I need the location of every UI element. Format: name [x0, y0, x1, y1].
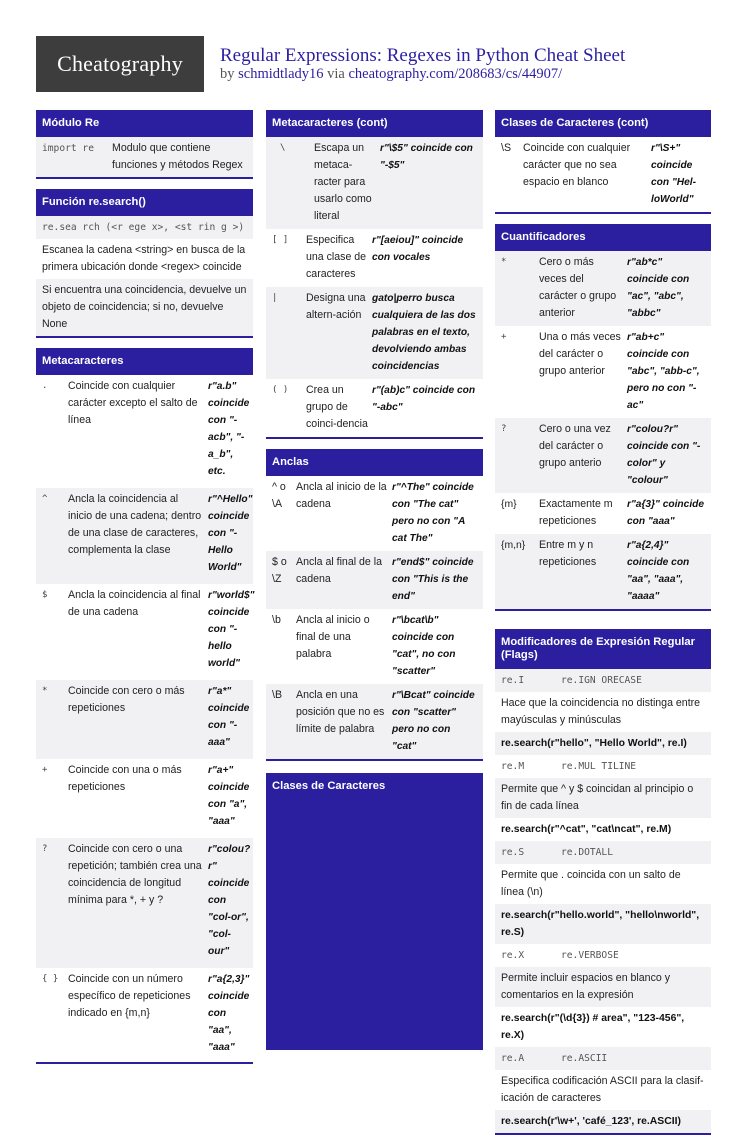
- meta-desc: Coincide con un número específico de repeticiones indicado en {m,n}: [68, 973, 191, 1019]
- metacont-row-pipe: [266, 287, 483, 379]
- clasescont-desc: Coincide con cualquier carácter que no sea espacio en blanco: [523, 142, 631, 188]
- flag-dotall: [495, 841, 711, 864]
- meta-sym: *: [42, 686, 48, 696]
- anclas-example: r"\bcat\b" coincide con "cat", no con "scatter": [392, 615, 456, 677]
- cuant-sym: {m}: [501, 499, 517, 510]
- anclas-example: r"end$" coincide con "This is the end": [392, 557, 474, 602]
- metacont-row-brackets: [266, 229, 483, 287]
- modulo-re-box: [36, 110, 253, 179]
- meta-sym: ?: [42, 844, 48, 854]
- funcion-search-title: Función re.search(): [36, 189, 253, 216]
- metacaracteres-cont-title: Metacaracteres (cont): [266, 110, 483, 137]
- metacont-example: gato|perro busca cualquiera de las dos palabras en el texto, devolviendo ambas coincidencias: [372, 293, 476, 372]
- flags-title: Modificadores de Expresión Regular (Flags): [495, 629, 711, 669]
- funcion-search-box: [36, 189, 253, 338]
- cuant-row-m: [495, 493, 711, 534]
- anclas-sym: \b: [272, 614, 281, 626]
- flag-long: re.IGN ORECASE: [561, 675, 642, 686]
- meta-desc: Coincide con cero o más repeticiones: [68, 685, 185, 714]
- clases-cont-box: [495, 110, 711, 214]
- funcion-p1: Escanea la cadena <string> en busca de la primera ubicación donde <regex> coincide: [42, 244, 246, 273]
- funcion-code: re.sea rch (<r ege x>, <st rin g >): [36, 216, 253, 239]
- cuantificadores-title: Cuantificadores: [495, 224, 711, 251]
- sheet-url-link[interactable]: cheatography.com/208683/cs/44907/: [348, 66, 563, 82]
- meta-desc: Ancla la coincidencia al final de una cadena: [68, 589, 201, 618]
- flag-example: re.search(r"(\d{3}) # area", "123-456", re.X): [501, 1013, 685, 1041]
- meta-row-dot: [36, 375, 253, 488]
- metacont-example: r"\$5" coincide con "-$5": [380, 143, 473, 171]
- clases-box: [266, 773, 483, 1050]
- flag-long: re.MUL TILINE: [561, 761, 637, 772]
- meta-row-braces: [36, 968, 253, 1062]
- flag-desc: Permite que . coincida con un salto de línea (\n): [501, 869, 681, 898]
- anclas-row-wordboundary: [266, 609, 483, 684]
- anclas-row-nonboundary: [266, 684, 483, 759]
- anclas-example: r"\Bcat" coincide con "scatter" pero no con "cat": [392, 690, 475, 752]
- meta-row-question: [36, 838, 253, 968]
- clases-cont-title: Clases de Caracteres (cont): [495, 110, 711, 137]
- flags-box: [495, 629, 711, 1135]
- meta-example: r"^Hello" coincide con "-Hello World": [208, 494, 253, 573]
- anclas-row-end: [266, 551, 483, 609]
- modulo-re-title: Módulo Re: [36, 110, 253, 137]
- cuant-example: r"colou?r" coincide con "-color" y "colour": [627, 424, 701, 486]
- meta-row-dollar: [36, 584, 253, 680]
- modulo-desc: Modulo que contiene funciones y métodos Regex: [112, 142, 243, 171]
- cuant-example: r"a{2,4}" coincide con "aa", "aaa", "aaaa": [627, 540, 690, 602]
- flag-desc: Especifica codificación ASCII para la clasif-icación de caracteres: [501, 1075, 704, 1104]
- funcion-p2: Si encuentra una coincidencia, devuelve un objeto de coincidencia; si no, devuelve None: [36, 279, 253, 336]
- flag-long: re.DOTALL: [561, 847, 613, 858]
- cuant-example: r"ab*c" coincide con "ac", "abc", "abbc": [627, 257, 690, 319]
- anclas-row-start: [266, 476, 483, 551]
- flag-verbose: [495, 944, 711, 967]
- meta-sym: $: [42, 590, 48, 600]
- metacont-sym: ( ): [272, 385, 289, 395]
- metacont-example: r"[aeiou]" coincide con vocales: [372, 235, 464, 263]
- column-2: [266, 110, 483, 1060]
- cuant-example: r"ab+c" coincide con "abc", "abb-c", pero no con "-ac": [627, 332, 700, 411]
- anclas-sym: \B: [272, 689, 283, 701]
- flag-short: re.S: [501, 847, 525, 858]
- meta-desc: Ancla la coincidencia al inicio de una cadena; dentro de una clase de caracteres, complementa la clase: [68, 493, 202, 556]
- modulo-row: [36, 137, 253, 177]
- clasescont-sym: \S: [501, 142, 512, 154]
- flag-long: re.VERBOSE: [561, 950, 619, 961]
- flag-desc: Permite incluir espacios en blanco y comentarios en la expresión: [495, 967, 711, 1007]
- meta-sym: .: [42, 381, 48, 391]
- flag-long: re.ASCII: [561, 1053, 608, 1064]
- cuant-sym: *: [501, 257, 507, 267]
- meta-desc: Coincide con cualquier carácter excepto el salto de línea: [68, 380, 198, 426]
- anclas-title: Anclas: [266, 449, 483, 476]
- metacont-sym: [ ]: [272, 235, 289, 245]
- flag-short: re.X: [501, 950, 525, 961]
- meta-sym: +: [42, 765, 48, 775]
- meta-row-caret: [36, 488, 253, 584]
- meta-example: r"a*" coincide con "-aaa": [208, 686, 250, 748]
- meta-desc: Coincide con una o más repeticiones: [68, 764, 182, 793]
- meta-row-star: [36, 680, 253, 759]
- cuantificadores-box: [495, 224, 711, 611]
- flag-ascii: [495, 1047, 711, 1070]
- anclas-example: r"^The" coincide con "The cat" pero no con "A cat The": [392, 482, 474, 544]
- metacont-desc: Escapa un metaca-racter para usarlo como literal: [314, 142, 372, 222]
- flag-example: re.search(r"hello.world", "hello\nworld", re.S): [495, 904, 711, 944]
- flag-ignorecase: [495, 669, 711, 692]
- metacaracteres-cont-box: [266, 110, 483, 439]
- anclas-desc: Ancla en una posición que no es límite de palabra: [296, 689, 385, 735]
- cuant-row-plus: [495, 326, 711, 418]
- flag-example: re.search(r"hello", "Hello World", re.I): [495, 732, 711, 755]
- anclas-box: [266, 449, 483, 761]
- clases-empty-area: [266, 800, 483, 1048]
- flag-example: re.search(r"^cat", "cat\ncat", re.M): [501, 824, 672, 835]
- via-text: via: [327, 66, 345, 82]
- metacont-sym: \: [280, 143, 286, 153]
- flag-desc: Permite que ^ y $ coincidan al principio o fin de cada línea: [495, 778, 711, 818]
- by-text: by: [220, 66, 235, 82]
- metacont-desc: Especifica una clase de caracteres: [306, 234, 367, 280]
- meta-example: r"world$" coincide con "-hello world": [208, 590, 255, 669]
- cuant-desc: Cero o una vez del carácter o grupo anterio: [539, 423, 611, 469]
- flag-example: re.search(r'\w+', 'café_123', re.ASCII): [495, 1110, 711, 1133]
- metacont-desc: Designa una altern-ación: [306, 292, 366, 321]
- anclas-desc: Ancla al inicio o final de una palabra: [296, 614, 370, 660]
- meta-row-plus: [36, 759, 253, 838]
- clasescont-row-S: [495, 137, 711, 212]
- meta-example: r"a.b" coincide con "-acb", "-a_b", etc.: [208, 381, 250, 477]
- modulo-code: import re: [42, 143, 94, 154]
- metacont-example: r"(ab)c" coincide con "-abc": [372, 385, 476, 413]
- meta-example: r"a+" coincide con "a", "aaa": [208, 765, 250, 827]
- metacont-row-backslash: [266, 137, 483, 229]
- cuant-row-question: [495, 418, 711, 493]
- metacaracteres-title: Metacaracteres: [36, 348, 253, 375]
- flag-short: re.I: [501, 675, 525, 686]
- metacont-sym: |: [272, 293, 278, 303]
- meta-example: r"colou?r" coincide con "col-or", "col-our": [208, 844, 251, 957]
- cuant-sym: +: [501, 332, 507, 342]
- anclas-sym: $ o \Z: [272, 556, 287, 585]
- cuant-desc: Exactamente m repeticiones: [539, 498, 613, 527]
- author-link[interactable]: schmidtlady16: [238, 66, 324, 82]
- page-title: Regular Expressions: Regexes in Python Cheat Sheet: [220, 45, 626, 66]
- meta-sym: { }: [42, 974, 59, 984]
- cuant-sym: ?: [501, 424, 507, 434]
- metacont-desc: Crea un grupo de coinci-dencia: [306, 384, 368, 430]
- meta-desc: Coincide con cero o una repetición; también crea una coincidencia de longitud mínima para *, + y ?: [68, 843, 202, 906]
- clasescont-example: r"\S+" coincide con "Hel-loWorld": [651, 143, 697, 205]
- cuant-sym: {m,n}: [501, 540, 526, 551]
- meta-example: r"a{2,3}" coincide con "aa", "aaa": [208, 974, 250, 1053]
- flag-multiline: [495, 755, 711, 778]
- anclas-desc: Ancla al final de la cadena: [296, 556, 382, 585]
- metacont-row-parens: [266, 379, 483, 437]
- cuant-example: r"a{3}" coincide con "aaa": [627, 499, 705, 527]
- clases-title: Clases de Caracteres: [266, 773, 483, 800]
- flag-short: re.M: [501, 761, 525, 772]
- flag-short: re.A: [501, 1053, 525, 1064]
- cheatography-logo[interactable]: Cheatography: [36, 36, 204, 92]
- column-3: [495, 110, 711, 1145]
- cuant-desc: Una o más veces del carácter o grupo anterior: [539, 331, 621, 377]
- meta-sym: ^: [42, 494, 48, 504]
- column-1: [36, 110, 253, 1074]
- metacaracteres-box: [36, 348, 253, 1064]
- flag-desc: Hace que la coincidencia no distinga entre mayúsculas y minúsculas: [501, 697, 701, 726]
- cuant-row-star: [495, 251, 711, 326]
- cuant-desc: Cero o más veces del carácter o grupo anterior: [539, 256, 617, 319]
- anclas-desc: Ancla al inicio de la cadena: [296, 481, 387, 510]
- cuant-row-mn: [495, 534, 711, 609]
- anclas-sym: ^ o \A: [272, 481, 286, 510]
- cuant-desc: Entre m y n repeticiones: [539, 539, 597, 568]
- page-subtitle: [220, 66, 562, 83]
